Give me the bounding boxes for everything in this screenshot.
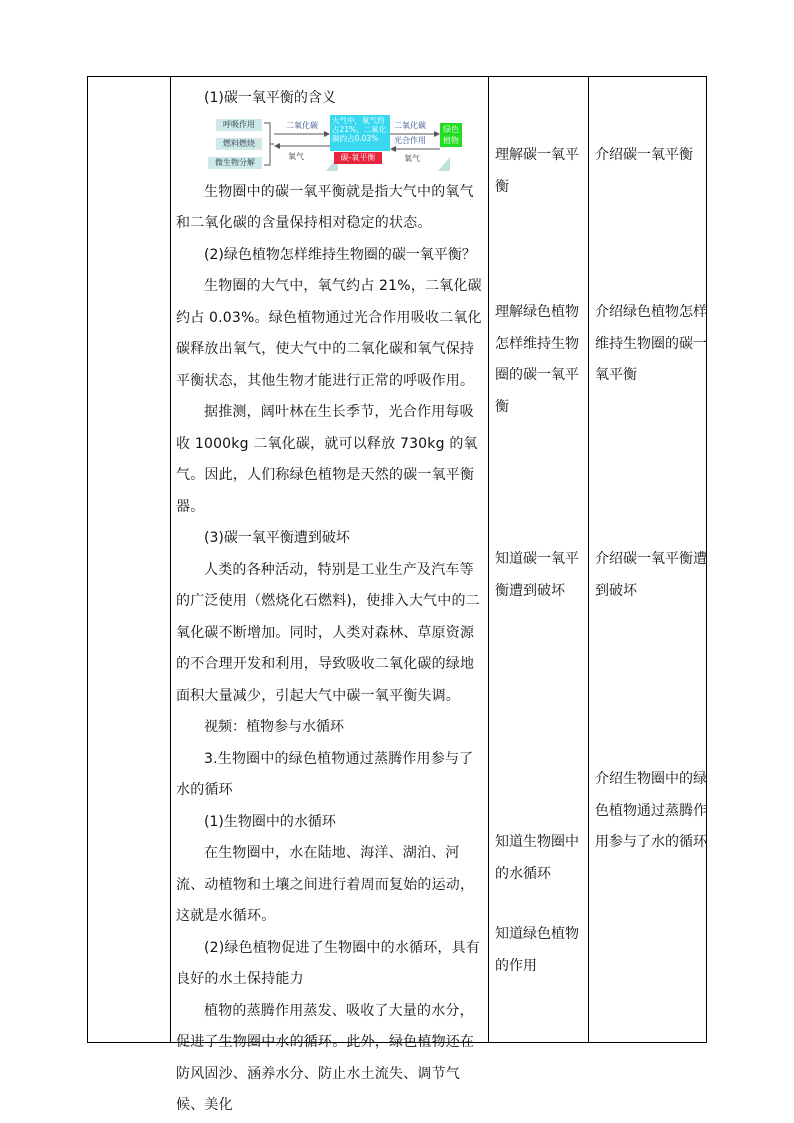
heading: (2)绿色植物促进了生物圈中的水循环，具有良好的水土保持能力 <box>176 939 481 987</box>
o2-left-label: 氧气 <box>288 151 304 161</box>
student-activity-3: 知道碳一氧平衡遭到破坏 <box>495 551 579 599</box>
column-divider <box>488 77 489 1042</box>
photosynthesis-label: 光合作用 <box>394 135 426 145</box>
student-activity-1: 理解碳一氧平衡 <box>495 147 579 195</box>
arrow-left-icon <box>390 146 440 152</box>
paragraph: 植物的蒸腾作用蒸发、吸收了大量的水分，促进了生物圈中水的循环。此外，绿色植物还在防风固沙、涵养水分、防止水土流失、调节气候、美化 <box>176 1002 475 1113</box>
student-activity-5: 知道绿色植物的作用 <box>495 926 579 974</box>
heading-carbon-oxygen-meaning: (1)碳一氧平衡的含义 <box>204 90 336 106</box>
source-fuel-burning: 燃料燃烧 <box>216 138 262 150</box>
lesson-table <box>87 76 707 1113</box>
source-respiration: 呼吸作用 <box>216 119 262 131</box>
paragraph: 据推测，阔叶林在生长季节，光合作用每吸收 1000kg 二氧化碳，就可以释放 730kg 的氧气。因此，人们称绿色植物是天然的碳一氧平衡器。 <box>176 404 478 515</box>
teacher-activity-2: 介绍绿色植物怎样维持生物圈的碳一氧平衡 <box>595 304 707 383</box>
arrow-right-icon <box>274 131 330 137</box>
column-divider <box>588 77 589 1042</box>
video-label: 视频：植物参与水循环 <box>204 719 344 735</box>
atmosphere-box: 大气中，氧气约占21%，二氧化碳约占0.03% <box>330 115 390 151</box>
student-activity-2: 理解绿色植物怎样维持生物圈的碳一氧平衡 <box>495 304 579 415</box>
bracket-icon <box>262 121 274 167</box>
heading: (1)生物圈中的水循环 <box>204 813 336 830</box>
triangle-icon <box>438 157 450 171</box>
balance-box: 碳-氧平衡 <box>334 152 382 164</box>
student-activity-4: 知道生物圈中的水循环 <box>495 834 579 882</box>
paragraph: 生物圈中的碳一氧平衡就是指大气中的氧气和二氧化碳的含量保持相对稳定的状态。 <box>176 183 474 231</box>
paragraph: 在生物圈中，水在陆地、海洋、湖泊、河流、动植物和土壤之间进行着周而复始的运动，这就是水循环。 <box>176 845 475 924</box>
plant-box: 绿色植物 <box>440 123 462 147</box>
co2-right-label: 二氧化碳 <box>394 120 426 130</box>
content-column <box>170 77 488 1122</box>
o2-right-label: 氧气 <box>404 153 420 163</box>
section-heading: 3.生物圈中的绿色植物通过蒸腾作用参与了水的循环 <box>176 750 474 798</box>
co2-left-label: 二氧化碳 <box>286 120 318 130</box>
heading: (3)碳一氧平衡遭到破坏 <box>204 530 350 546</box>
source-decomposition: 微生物分解 <box>208 157 262 169</box>
heading: (2)绿色植物怎样维持生物圈的碳一氧平衡？ <box>204 246 476 263</box>
arrow-left-icon <box>274 143 330 149</box>
carbon-oxygen-diagram <box>176 115 476 175</box>
paragraph: 人类的各种活动，特别是工业生产及汽车等的广泛使用（燃烧化石燃料)，使排入大气中的二氧化碳不断增加。同时，人类对森林、草原资源的不合理开发和利用，导致吸收二氧化碳的绿地面积大量减少，引起大气中碳一氧平衡失调。 <box>176 561 480 704</box>
paragraph: 生物圈的大气中，氧气约占 21%，二氧化碳约占 0.03%。绿色植物通过光合作用吸收二氧化碳释放出氧气，使大气中的二氧化碳和氧气保持平衡状态，其他生物才能进行正常的呼吸作用。 <box>176 278 482 389</box>
teacher-activity-1: 介绍碳一氧平衡 <box>595 147 693 163</box>
teacher-activity-3: 介绍碳一氧平衡遭到破坏 <box>595 551 707 599</box>
teacher-activity-4: 介绍生物圈中的绿色植物通过蒸腾作用参与了水的循环 <box>595 771 707 850</box>
